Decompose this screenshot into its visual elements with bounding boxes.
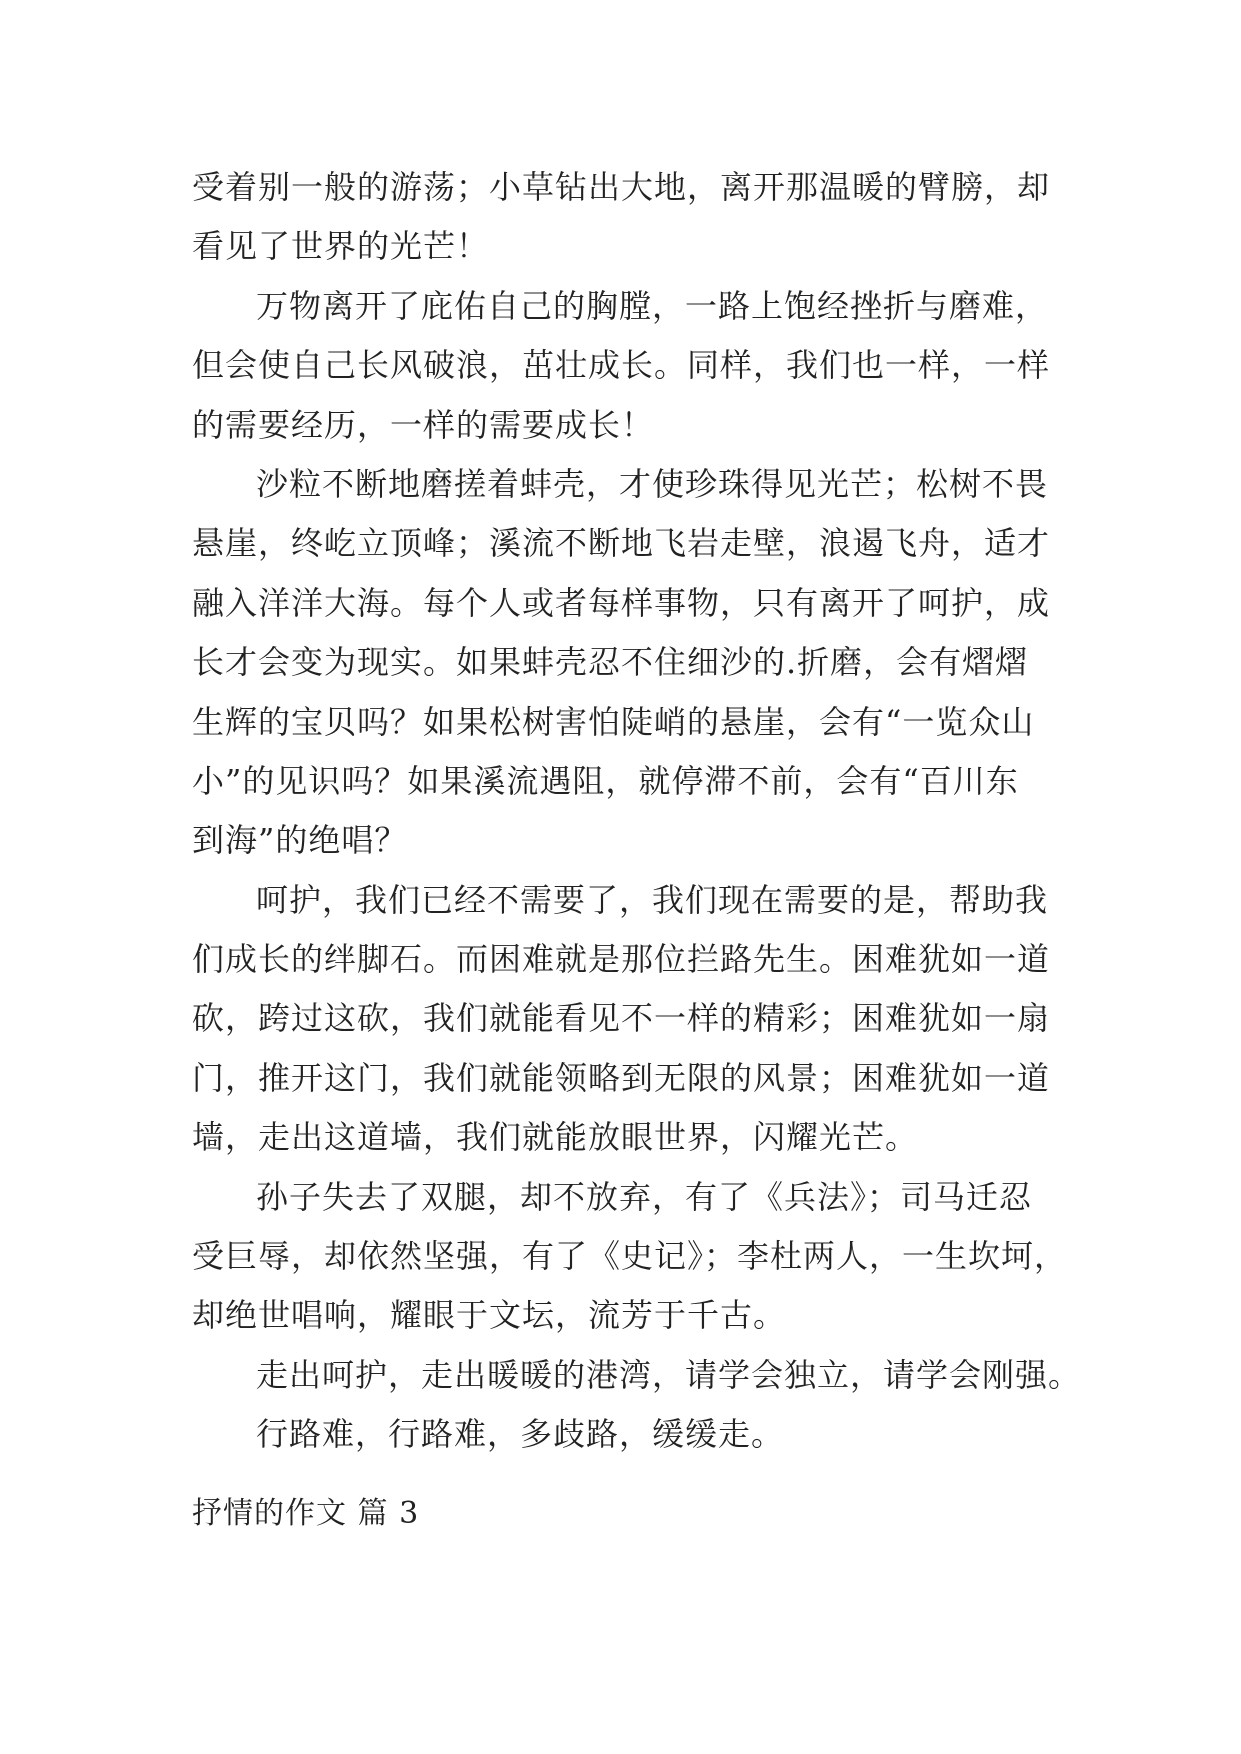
text-line: 砍，跨过这砍，我们就能看见不一样的精彩；困难犹如一扇	[192, 999, 1051, 1038]
text-line: 却绝世唱响，耀眼于文坛，流芳于千古。	[192, 1296, 787, 1335]
text-line: 们成长的绊脚石。而困难就是那位拦路先生。困难犹如一道	[192, 940, 1051, 979]
text-line: 融入洋洋大海。每个人或者每样事物，只有离开了呵护，成	[192, 583, 1051, 622]
text-line: 受着别一般的游荡；小草钻出大地，离开那温暖的臂膀，却	[192, 168, 1051, 206]
text-line: 门，推开这门，我们就能领略到无限的风景；困难犹如一道	[192, 1058, 1051, 1097]
text-line: 看见了世界的光芒！	[192, 227, 490, 266]
text-line: 孙子失去了双腿，却不放弃，有了《兵法》；司马迁忍	[256, 1177, 1033, 1216]
text-line: 受巨辱，却依然坚强，有了《史记》；李杜两人，一生坎坷，	[192, 1237, 1068, 1276]
text-line: 生辉的宝贝吗？如果松树害怕陡峭的悬崖，会有“一览众山	[192, 702, 1035, 741]
document-body	[192, 158, 1082, 1465]
text-line: 沙粒不断地磨搓着蚌壳，才使珍珠得见光芒；松树不畏	[256, 464, 1049, 503]
text-line: 悬崖，终屹立顶峰；溪流不断地飞岩走壁，浪遏飞舟，适才	[192, 524, 1051, 563]
text-line: 行路难，行路难，多歧路，缓缓走。	[256, 1415, 785, 1454]
text-line: 万物离开了庇佑自己的胸膛，一路上饱经挫折与磨难，	[256, 286, 1049, 325]
text-line: 小”的见识吗？如果溪流遇阻，就停滞不前，会有“百川东	[192, 761, 1019, 800]
text-line: 走出呵护，走出暖暖的港湾，请学会独立，请学会刚强。	[256, 1355, 1082, 1394]
text-line: 长才会变为现实。如果蚌壳忍不住细沙的.折磨，会有熠熠	[192, 643, 1029, 682]
text-line: 墙，走出这道墙，我们就能放眼世界，闪耀光芒。	[192, 1118, 919, 1157]
section-heading: 抒情的作文 篇 3	[192, 1496, 420, 1531]
text-line: 呵护，我们已经不需要了，我们现在需要的是，帮助我	[256, 880, 1049, 919]
text-line: 到海”的绝唱？	[192, 821, 408, 860]
text-line: 但会使自己长风破浪，茁壮成长。同样，我们也一样，一样	[192, 346, 1051, 385]
text-line: 的需要经历，一样的需要成长！	[192, 405, 655, 444]
